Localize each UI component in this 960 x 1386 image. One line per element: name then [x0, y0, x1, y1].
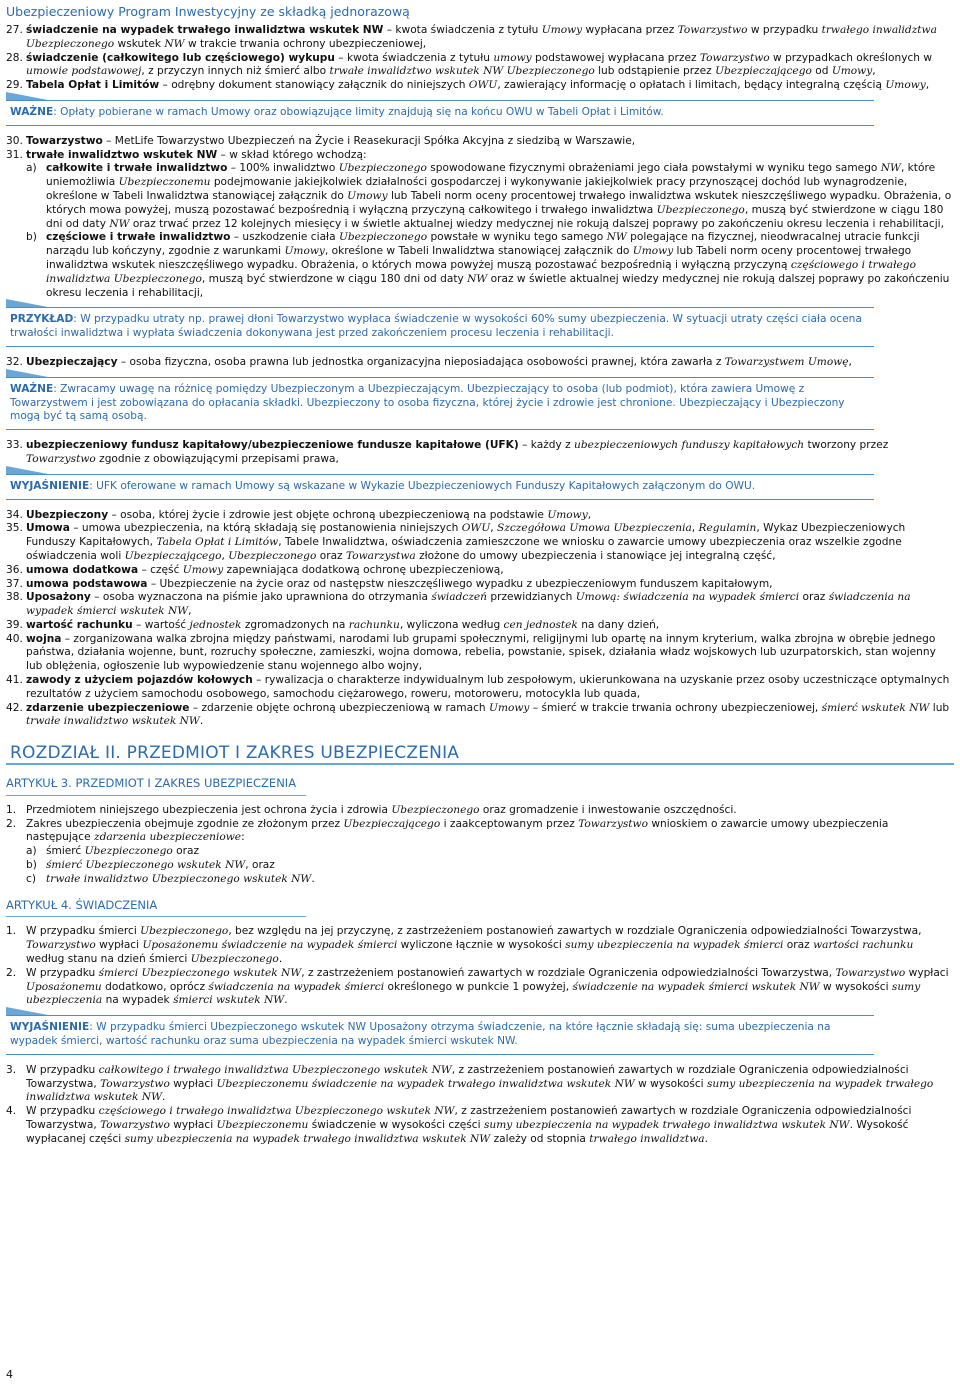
- text-run: oraz trwać przez 12 kolejnych miesięcy i w świetle aktualnej wiedzy medycznej nie rokują dalszej poprawy po zakończeniu okresu leczenia i rehabilitacji,: [129, 217, 944, 230]
- italic-term: umowie podstawowej: [26, 65, 142, 78]
- italic-term: trwałego inwalidztwa: [589, 1132, 705, 1145]
- sub-item: [26, 859, 954, 873]
- italic-term: Umową: świadczenia na wypadek śmierci: [575, 591, 800, 604]
- defined-term: Uposażony: [26, 591, 91, 604]
- text-run: .: [311, 872, 315, 885]
- text-run: w trakcie trwania ochrony ubezpieczeniowej,: [184, 37, 427, 50]
- text-run: oraz: [172, 845, 200, 858]
- sub-item-label: b): [26, 231, 37, 244]
- sub-item: [26, 231, 954, 300]
- article-4-items-continued: [6, 1064, 954, 1147]
- italic-term: Towarzystwa: [345, 549, 416, 562]
- note-text: : W przypadku utraty np. prawej dłoni Towarzystwo wypłaca świadczenie w wysokości 60% sumy ubezpieczenia. W sytuacji utraty części ciała ocena trwałości inwalidztwa i wypłata świadczenia dokonywana jest przed zakończeniem procesu leczenia i rehabilitacji.: [10, 313, 862, 340]
- text-run: zapewniająca dodatkową ochronę ubezpieczeniową,: [223, 563, 504, 576]
- article-3-heading: ARTYKUŁ 3. PRZEDMIOT I ZAKRES UBEZPIECZENIA: [6, 776, 297, 791]
- note-label: WYJAŚNIENIE: [10, 479, 90, 492]
- italic-term: umowy: [493, 51, 532, 64]
- text-run: .: [704, 1132, 708, 1145]
- article-4-items: [6, 925, 954, 1008]
- italic-term: NW: [606, 231, 627, 244]
- note-label: PRZYKŁAD: [10, 313, 74, 326]
- list-item: [6, 702, 954, 730]
- text-run: :: [241, 831, 245, 844]
- text-run: – kwota świadczenia z tytułu: [383, 24, 542, 36]
- list-item: [6, 79, 954, 93]
- text-run: wypłaci: [169, 1077, 217, 1090]
- definition-31-subitems: [6, 162, 954, 300]
- item-number: 40.: [6, 632, 23, 645]
- text-run: wyliczone łącznie w wysokości: [397, 939, 566, 952]
- text-run: W przypadku: [26, 1063, 99, 1076]
- italic-term: Ubezpieczonego: [338, 162, 427, 175]
- note-label: WYJAŚNIENIE: [10, 1021, 90, 1034]
- item-number: 31.: [6, 148, 23, 161]
- note-tab: [6, 466, 48, 474]
- definition-32: [6, 356, 954, 370]
- defined-term: wartość rachunku: [26, 618, 133, 631]
- italic-term: świadczenia na wypadek śmierci: [208, 980, 385, 993]
- item-number: 34.: [6, 508, 23, 521]
- list-item: [6, 804, 954, 818]
- italic-term: trwałego inwalidztwa Ubezpieczonego: [26, 24, 937, 50]
- note-important-difference: [6, 377, 874, 430]
- item-number: 35.: [6, 522, 23, 535]
- italic-term: trwałe inwalidztwo Ubezpieczonego wskutek NW: [46, 872, 312, 885]
- text-run: – 100% inwalidztwo: [227, 162, 339, 175]
- text-run: ,: [925, 79, 930, 92]
- italic-term: świadczenia na wypadek śmierci wskutek NW: [26, 591, 911, 618]
- note-label: WAŻNE: [10, 382, 54, 395]
- note-text: : Opłaty pobierane w ramach Umowy oraz obowiązujące limity znajdują się na końcu OWU w Tabeli Opłat i Limitów.: [53, 105, 664, 118]
- text-run: oraz: [799, 591, 829, 604]
- text-run: zależy od stopnia: [490, 1132, 590, 1145]
- item-number: 27.: [6, 24, 23, 36]
- text-run: oraz: [316, 549, 346, 562]
- sub-item-label: a): [26, 845, 37, 858]
- list-item: [6, 1105, 954, 1146]
- text-run: .: [278, 953, 283, 966]
- note-text: : UFK oferowane w ramach Umowy są wskazane w Wykazie Ubezpieczeniowych Funduszy Kapitałowych załączonym do OWU.: [89, 479, 756, 492]
- item-number: 32.: [6, 355, 23, 368]
- list-item: [6, 564, 954, 578]
- italic-term: Umowy: [347, 189, 388, 202]
- defined-term: wojna: [26, 632, 62, 645]
- defined-term: świadczenie (całkowitego lub częściowego) wykupu: [26, 51, 335, 64]
- text-run: – zdarzenie objęte ochroną ubezpieczeniową w ramach: [189, 701, 490, 714]
- italic-term: Ubezpieczonemu świadczenie na wypadek trwałego inwalidztwa wskutek NW: [216, 1077, 635, 1090]
- italic-term: Towarzystwo: [578, 817, 648, 830]
- list-item: [6, 356, 954, 370]
- page-number: 4: [6, 1368, 13, 1381]
- list-item: [6, 578, 954, 592]
- text-run: lub: [929, 701, 950, 714]
- note-text: : W przypadku śmierci Ubezpieczonego wskutek NW Uposażony otrzyma świadczenie, na które łącznie składają się: suma ubezpieczenia na wypadek śmierci, wartość rachunku oraz suma ubezpieczenia na wypadek śmierci wskutek NW.: [10, 1021, 831, 1048]
- italic-term: trwałe inwalidztwo wskutek NW: [26, 715, 200, 728]
- text-run: , określone w Tabeli Inwalidztwa stanowiącej załącznik do: [324, 245, 633, 258]
- definition-33: [6, 439, 954, 467]
- text-run: dodatkowo, oprócz: [101, 980, 209, 993]
- text-run: lub Tabeli norm oceny procentowej trwałego inwalidztwa wskutek nieszczęśliwego wypadku. Obrażenia, o których mowa powyżej, muszą pozostawać bezpośrednią i wyłączną przyczyną całkowitego i trwałego inwalidztwa: [46, 189, 952, 216]
- italic-term: NW: [467, 272, 488, 285]
- italic-term: Umowy: [547, 508, 588, 521]
- item-number: 1.: [6, 925, 17, 938]
- italic-term: Ubezpieczającego: [715, 65, 812, 78]
- item-number: 4.: [6, 1105, 17, 1118]
- text-run: oraz w świetle aktualnej wiedzy medycznej nie rokują dalszej poprawy po zakończeniu okresu leczenia i rehabilitacji,: [46, 272, 950, 299]
- defined-term: umowa podstawowa: [26, 577, 148, 590]
- italic-term: Ubezpieczonego: [228, 549, 317, 562]
- item-number: 28.: [6, 51, 23, 64]
- italic-term: Towarzystwo: [699, 51, 770, 64]
- defined-term: Tabela Opłat i Limitów: [26, 79, 160, 92]
- item-number: 39.: [6, 618, 23, 631]
- italic-term: OWU: [461, 522, 491, 535]
- text-run: od: [811, 65, 832, 78]
- text-run: , które uniemożliwia: [46, 162, 936, 189]
- italic-term: śmierci wskutek NW: [173, 994, 285, 1007]
- italic-term: Regulamin: [698, 522, 757, 535]
- text-run: – zorganizowana walka zbrojna między państwami, narodami lub grupami społecznymi, religijnymi lub opartę na innym kryterium, walka zbrojna w obrębie jednego państwa, działania wojenne, bunt, rozruchy społeczne, zamieszki, wojna domowa, rebelia, powstanie, spisek, działania władz wojskowych lub uzurpatorskich, stan wojenny lub oblężenia, ogłoszenie lub wypowiedzenie stanu wojennego albo wojny,: [26, 632, 936, 673]
- text-run: W przypadku śmierci: [26, 925, 141, 938]
- item-number: 33.: [6, 439, 23, 452]
- text-run: na dany dzień,: [577, 618, 660, 631]
- item-number: 30.: [6, 134, 23, 147]
- text-run: , Wykaz Ubezpieczeniowych Funduszy Kapitałowych,: [26, 522, 906, 549]
- italic-term: sumy ubezpieczenia: [26, 980, 921, 1007]
- text-run: polegające na fizycznej, nieodwracalnej utracie funkcji narządu lub kończyny, zgodnie z warunkami: [46, 231, 920, 258]
- italic-term: NW: [880, 162, 901, 175]
- italic-term: Uposażonemu: [26, 980, 102, 993]
- text-run: , z zastrzeżeniem postanowień zawartych w rozdziale Ograniczenia odpowiedzialności Towarzystwa,: [301, 966, 836, 979]
- text-run: . Wysokość wypłacanej części: [26, 1119, 909, 1145]
- italic-term: sumy ubezpieczenia na wypadek śmierci: [565, 939, 784, 952]
- italic-term: Ubezpieczonego: [140, 925, 229, 938]
- note-text: : Zwracamy uwagę na różnicę pomiędzy Ubezpieczonym a Ubezpieczającym. Ubezpieczający to osoba (lub podmiot), która zawiera Umowę z Towarzystwem i jest zobowiązana do opłacania składki. Ubezpieczony to osoba fizyczna, której życie i zdrowie jest chronione. Ubezpieczający i Ubezpieczony mogą być tą samą osobą.: [10, 382, 845, 423]
- italic-term: Towarzystwo: [835, 966, 906, 979]
- text-run: na wypadek: [102, 994, 174, 1007]
- item-number: 37.: [6, 577, 23, 590]
- text-run: oraz gromadzenie i inwestowanie oszczędności.: [479, 803, 737, 816]
- italic-term: sumy ubezpieczenia na wypadek trwałego inwalidztwa wskutek NW: [26, 1077, 934, 1104]
- list-item: [6, 1064, 954, 1105]
- item-number: 3.: [6, 1063, 17, 1076]
- text-run: – osoba fizyczna, osoba prawna lub jednostka organizacyjna nieposiadająca osobowości prawnej, która zawarła z: [117, 355, 725, 368]
- text-run: ,: [490, 522, 498, 535]
- list-item: [6, 135, 954, 149]
- note-tab: [6, 299, 48, 307]
- defined-term: Towarzystwo: [26, 134, 103, 147]
- chapter-heading: ROZDZIAŁ II. PRZEDMIOT I ZAKRES UBEZPIECZENIA: [10, 743, 460, 764]
- definitions-30-31: [6, 135, 954, 163]
- text-run: podejmowanie jakiejkolwiek działalności gospodarczej i wykonywanie jakiejkolwiek pracy przynoszącej dochód lub wynagrodzenie, określone w Tabeli Inwalidztwa stanowiącej załącznik do: [46, 176, 908, 202]
- text-run: – osoba wyznaczona na piśmie jako uprawniona do otrzymania: [90, 591, 432, 604]
- italic-term: OWU: [468, 79, 498, 92]
- text-run: wskutek: [114, 37, 165, 50]
- text-run: ,: [188, 605, 192, 618]
- italic-term: Ubezpieczonego: [656, 203, 745, 216]
- list-item: [6, 509, 954, 523]
- italic-term: sumy ubezpieczenia na wypadek trwałego inwalidztwa wskutek NW: [483, 1119, 850, 1131]
- italic-term: NW: [109, 217, 130, 230]
- text-run: – śmierć w trakcie trwania ochrony ubezpieczeniowej,: [529, 701, 822, 714]
- text-run: Zakres ubezpieczenia obejmuje zgodnie ze złożonym przez: [26, 817, 344, 830]
- italic-term: Umowy: [632, 245, 674, 258]
- text-run: w wysokości: [819, 980, 892, 993]
- italic-term: Ubezpieczonemu: [118, 176, 211, 189]
- italic-term: jednostek: [189, 618, 242, 631]
- list-item: [6, 967, 954, 1008]
- defined-term: Ubezpieczający: [26, 355, 118, 368]
- sub-item-label: a): [26, 162, 37, 175]
- text-run: wypłaci: [169, 1119, 217, 1131]
- note-important-fees: [6, 100, 874, 126]
- note-example: [6, 307, 874, 347]
- list-item: [6, 52, 954, 80]
- note-explanation-benefit: [6, 1015, 874, 1055]
- sub-item: [26, 873, 954, 887]
- italic-term: Ubezpieczającego: [124, 549, 222, 562]
- note-tab: [6, 1007, 48, 1015]
- text-run: .: [161, 1091, 166, 1104]
- text-run: przewidzianych: [487, 591, 576, 604]
- text-run: podstawowej wypłacana przez: [531, 51, 700, 64]
- text-run: ,: [848, 355, 852, 368]
- text-run: – Ubezpieczenie na życie oraz od następstw nieszczęśliwego wypadku z ubezpieczeniowym funduszem kapitałowym,: [147, 577, 773, 590]
- list-item: [6, 633, 954, 674]
- italic-term: Towarzystwem Umowę: [724, 355, 849, 368]
- item-number: 36.: [6, 563, 23, 576]
- defined-term: zdarzenie ubezpieczeniowe: [26, 701, 190, 714]
- text-run: .: [284, 994, 288, 1007]
- italic-term: Umowy: [284, 245, 325, 258]
- italic-term: Ubezpieczonemu: [216, 1119, 309, 1131]
- text-run: , z zastrzeżeniem postanowień zawartych w rozdziale Ograniczenia odpowiedzialności Towarzystwa,: [26, 1105, 912, 1131]
- text-run: – część: [138, 563, 183, 576]
- defined-term: Umowa: [26, 522, 70, 535]
- italic-term: świadczeń: [431, 591, 487, 604]
- text-run: – kwota świadczenia z tytułu: [334, 51, 494, 64]
- italic-term: wartości rachunku: [813, 939, 914, 952]
- list-item: [6, 149, 954, 163]
- item-number: 2.: [6, 966, 17, 979]
- text-run: wnioskiem o zawarcie umowy ubezpieczenia następujące: [26, 817, 889, 844]
- italic-term: Ubezpieczonego: [84, 845, 173, 858]
- list-item: [6, 24, 954, 52]
- text-run: spowodowane fizycznymi obrażeniami jego ciała powstałymi w wyniku tego samego: [426, 162, 881, 175]
- text-run: , z zastrzeżeniem postanowień zawartych w rozdziale Ograniczenia odpowiedzialności Towarzystwa,: [26, 1063, 909, 1090]
- text-run: w wysokości: [634, 1077, 707, 1090]
- italic-term: ubezpieczeniowych funduszy kapitałowych: [574, 439, 805, 452]
- text-run: wypłacana przez: [582, 24, 678, 36]
- defined-term: świadczenie na wypadek trwałego inwalidztwa wskutek NW: [26, 24, 384, 36]
- sub-item: [26, 162, 954, 231]
- note-tab: [6, 92, 48, 100]
- italic-term: świadczenie na wypadek śmierci wskutek NW: [572, 980, 820, 993]
- defined-term: całkowite i trwałe inwalidztwo: [46, 162, 228, 175]
- text-run: – uszkodzenie ciała: [230, 231, 339, 244]
- text-run: .: [199, 715, 204, 728]
- italic-term: śmierć Ubezpieczonego wskutek NW: [46, 859, 246, 872]
- italic-term: Umowy: [182, 563, 224, 576]
- list-item: [6, 818, 954, 846]
- text-run: wypłaci: [905, 966, 949, 979]
- article-divider: [6, 916, 306, 917]
- italic-term: częściowego i trwałego inwalidztwa Ubezpieczonego wskutek NW: [98, 1105, 455, 1118]
- item-number: 29.: [6, 79, 23, 92]
- defined-term: umowa dodatkowa: [26, 563, 139, 576]
- italic-term: całkowitego i trwałego inwalidztwa Ubezpieczonego wskutek NW: [98, 1063, 452, 1076]
- text-run: złożone do umowy ubezpieczenia i stanowiące jej integralną część,: [415, 549, 776, 562]
- text-run: – osoba, której życie i zdrowie jest objęte ochroną ubezpieczeniową na podstawie: [108, 508, 548, 521]
- text-run: – w skład którego wchodzą:: [217, 148, 367, 161]
- defined-term: częściowe i trwałe inwalidztwo: [46, 231, 231, 244]
- text-run: ,: [587, 508, 592, 521]
- italic-term: NW: [164, 37, 185, 50]
- text-run: w przypadkach określonych w: [769, 51, 933, 64]
- text-run: , z przyczyn innych niż śmierć albo: [141, 65, 330, 78]
- italic-term: Towarzystwo: [26, 939, 96, 952]
- italic-term: rachunku: [348, 618, 400, 631]
- text-run: , bez względu na jej przyczynę, z zastrzeżeniem postanowień zawartych w rozdziale Ograniczenia odpowiedzialności Towarzystwa,: [228, 925, 922, 938]
- italic-term: Ubezpieczonego: [190, 953, 279, 966]
- text-run: oraz: [783, 939, 814, 952]
- italic-term: Umowy: [831, 65, 873, 78]
- article-4-heading: ARTYKUŁ 4. ŚWIADCZENIA: [6, 897, 158, 912]
- text-run: W przypadku: [26, 1105, 99, 1118]
- text-run: powstałe w wyniku tego samego: [427, 231, 607, 244]
- text-run: w przypadku: [747, 24, 822, 36]
- text-run: określonego w punkcie 1 powyżej,: [384, 980, 573, 993]
- item-number: 41.: [6, 674, 23, 687]
- text-run: śmierć: [46, 845, 85, 858]
- text-run: , muszą być stwierdzone w ciągu 180 dni od daty: [201, 272, 468, 285]
- list-item: [6, 925, 954, 966]
- text-run: – wartość: [132, 618, 190, 631]
- italic-term: sumy ubezpieczenia na wypadek trwałego inwalidztwa wskutek NW: [124, 1132, 491, 1145]
- text-run: – umowa ubezpieczenia, na którą składają się postanowienia niniejszych: [69, 522, 462, 535]
- text-run: – rywalizacja o charakterze indywidualnym lub zespołowym, ukierunkowana na uzyskanie przez osoby uczestniczące optymalnych rezultatów z użyciem samochodu osobowego, samochodu ciężarowego, roweru, motoroweru, motocykla lub quada,: [26, 674, 950, 700]
- list-item: [6, 674, 954, 702]
- list-item: [6, 439, 954, 467]
- text-run: lub odstąpienie przez: [594, 65, 716, 78]
- sub-item-label: b): [26, 859, 37, 872]
- list-item: [6, 619, 954, 633]
- italic-term: śmierć wskutek NW: [821, 701, 930, 714]
- text-run: , oraz: [245, 859, 275, 872]
- item-number: 1.: [6, 803, 17, 816]
- page-header-title: Ubezpieczeniowy Program Inwestycyjny ze składką jednorazową: [6, 4, 410, 19]
- italic-term: zdarzenia ubezpieczeniowe: [93, 831, 242, 844]
- italic-term: śmierci Ubezpieczonego wskutek NW: [98, 966, 302, 979]
- document-body: [6, 24, 954, 1147]
- italic-term: Towarzystwo: [26, 452, 96, 465]
- text-run: , Tabele Inwalidztwa, oświadczenia zamieszczone we wniosku o zawarcie umowy ubezpieczenia oraz wszelkie zgodne oświadczenia woli: [26, 536, 902, 562]
- text-run: zgromadzonych na: [241, 618, 349, 631]
- chapter-divider: [6, 763, 954, 765]
- item-number: 2.: [6, 817, 17, 830]
- italic-term: Ubezpieczającego: [343, 817, 441, 830]
- italic-term: cen jednostek: [503, 618, 578, 631]
- text-run: świadczenie w wysokości części: [308, 1119, 484, 1131]
- article-3-items: [6, 804, 954, 845]
- defined-term: trwałe inwalidztwo wskutek NW: [26, 148, 218, 161]
- text-run: , zawierający informację o opłatach i limitach, będący integralną częścią: [497, 79, 886, 92]
- italic-term: Szczegółowa Umowa Ubezpieczenia: [497, 522, 692, 535]
- italic-term: Uposażonemu świadczenie na wypadek śmierci: [142, 939, 398, 952]
- item-number: 42.: [6, 701, 23, 714]
- italic-term: Umowy: [885, 79, 926, 92]
- list-item: [6, 591, 954, 619]
- text-run: – MetLife Towarzystwo Ubezpieczeń na Życie i Reasekuracji Spółka Akcyjna z siedzibą w Warszawie,: [102, 134, 636, 147]
- italic-term: częściowego i trwałego inwalidztwa Ubezpieczonego: [46, 258, 916, 285]
- italic-term: Ubezpieczonego: [391, 803, 480, 816]
- list-item: [6, 522, 954, 563]
- text-run: według stanu na dzień śmierci: [26, 953, 191, 966]
- definitions-34-42: [6, 509, 954, 730]
- text-run: ,: [221, 549, 229, 562]
- text-run: zgodnie z obowiązującymi przepisami prawa,: [95, 452, 339, 465]
- note-explanation-ufk: [6, 474, 874, 500]
- note-label: WAŻNE: [10, 105, 54, 118]
- article-divider: [6, 795, 306, 796]
- text-run: ,: [691, 522, 699, 535]
- sub-item: [26, 845, 954, 859]
- italic-term: Towarzystwo: [677, 24, 748, 36]
- article-3-subitems: [6, 845, 954, 886]
- italic-term: Towarzystwo: [100, 1119, 170, 1131]
- text-run: Przedmiotem niniejszego ubezpieczenia jest ochrona życia i zdrowia: [26, 803, 392, 816]
- text-run: W przypadku: [26, 966, 99, 979]
- defined-term: Ubezpieczony: [26, 508, 109, 521]
- text-run: – odrębny dokument stanowiący załącznik do niniejszych: [159, 79, 469, 92]
- italic-term: trwałe inwalidztwo wskutek NW Ubezpieczonego: [329, 65, 595, 78]
- text-run: ,: [872, 65, 876, 78]
- item-number: 38.: [6, 591, 23, 604]
- text-run: – każdy z: [518, 439, 575, 452]
- text-run: wypłaci: [95, 939, 143, 952]
- sub-item-label: c): [26, 872, 36, 885]
- text-run: tworzony przez: [804, 439, 889, 452]
- text-run: , wyliczona według: [399, 618, 504, 631]
- italic-term: Ubezpieczonego: [338, 231, 428, 244]
- italic-term: Towarzystwo: [100, 1077, 170, 1090]
- text-run: i zaakceptowanym przez: [440, 817, 579, 830]
- text-run: , muszą być stwierdzone w ciągu 180 dni od daty: [46, 203, 944, 230]
- defined-term: zawody z użyciem pojazdów kołowych: [26, 674, 253, 687]
- note-tab: [6, 369, 48, 377]
- italic-term: Umowy: [541, 24, 583, 36]
- defined-term: ubezpieczeniowy fundusz kapitałowy/ubezpieczeniowe fundusze kapitałowe (UFK): [26, 439, 519, 452]
- definitions-27-29: [6, 24, 954, 93]
- italic-term: Tabela Opłat i Limitów: [156, 536, 279, 549]
- italic-term: Umowy: [489, 701, 530, 714]
- text-run: lub Tabeli norm oceny procentowej trwałego inwalidztwa wskutek nieszczęśliwego wypadku. Obrażenia, o których mowa powyżej muszą pozostawać bezpośrednią i wyłączną przyczyną: [46, 245, 912, 271]
